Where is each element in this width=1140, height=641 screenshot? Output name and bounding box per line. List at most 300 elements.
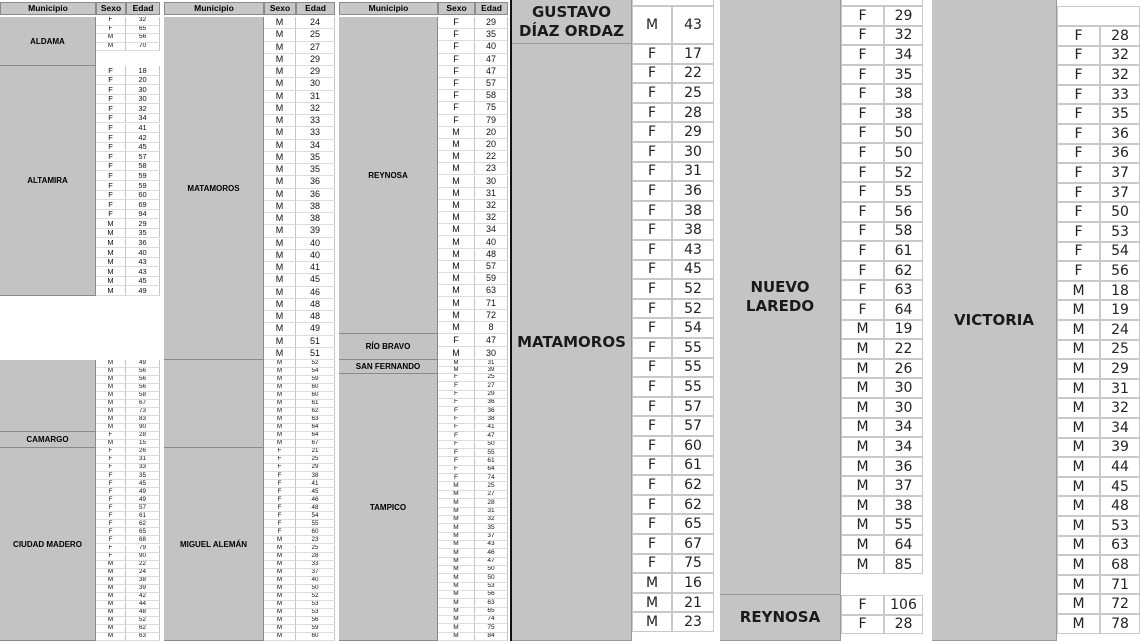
edad-cell: 34 — [475, 224, 508, 236]
sexo-cell: M — [841, 457, 884, 477]
sexo-cell: M — [264, 238, 296, 250]
edad-cell: 49 — [126, 286, 160, 296]
sexo-cell: F — [1057, 183, 1100, 203]
edad-cell: 35 — [296, 164, 335, 176]
municipio-cell: RÍO BRAVO — [339, 334, 438, 360]
edad-cell: 43 — [672, 6, 714, 44]
edad-cell: 50 — [1100, 202, 1140, 222]
sexo-cell: M — [96, 277, 126, 287]
right-scan-panel — [512, 0, 1140, 641]
edad-cell: 43 — [126, 258, 160, 268]
edad-cell: 50 — [884, 124, 923, 144]
sexo-cell: M — [264, 384, 296, 392]
sexo-cell: F — [841, 104, 884, 124]
edad-cell: 51 — [296, 348, 335, 360]
sexo-cell: F — [96, 512, 126, 520]
edad-cell: 33 — [296, 115, 335, 127]
sexo-cell: M — [264, 368, 296, 376]
edad-cell: 90 — [126, 424, 160, 432]
sexo-cell: M — [438, 558, 475, 566]
sexo-cell: F — [632, 181, 672, 201]
edad-cell: 71 — [1100, 575, 1140, 595]
edad-cell: 58 — [475, 90, 508, 102]
edad-cell: 41 — [475, 424, 508, 432]
edad-cell: 25 — [672, 83, 714, 103]
edad-cell: 34 — [126, 114, 160, 124]
edad-cell: 37 — [1100, 163, 1140, 183]
municipio-cell: CAMARGO — [0, 432, 96, 448]
sexo-cell: F — [1057, 261, 1100, 281]
edad-cell: 60 — [296, 392, 335, 400]
sexo-cell: F — [264, 528, 296, 536]
edad-cell: 52 — [126, 617, 160, 625]
edad-cell: 19 — [1100, 300, 1140, 320]
sexo-cell: M — [96, 569, 126, 577]
sexo-cell: M — [438, 549, 475, 557]
sexo-cell: F — [96, 104, 126, 114]
edad-cell: 28 — [475, 499, 508, 507]
edad-cell: 8 — [475, 322, 508, 334]
edad-cell: 34 — [884, 437, 923, 457]
sexo-cell: M — [264, 585, 296, 593]
sexo-cell: M — [438, 273, 475, 285]
sexo-cell: M — [264, 601, 296, 609]
sexo-cell: M — [841, 516, 884, 536]
municipio-cell: ALTAMIRA — [0, 66, 96, 296]
edad-cell: 29 — [884, 6, 923, 26]
edad-cell: 62 — [672, 475, 714, 495]
sexo-cell: M — [264, 440, 296, 448]
sexo-cell: F — [96, 432, 126, 440]
edad-cell: 75 — [475, 102, 508, 114]
sexo-cell: F — [632, 260, 672, 280]
sexo-cell: M — [1057, 379, 1100, 399]
header-edad: Edad — [126, 2, 160, 15]
edad-cell: 33 — [1100, 85, 1140, 105]
edad-cell: 62 — [296, 408, 335, 416]
sexo-cell: M — [438, 176, 475, 188]
sexo-cell: F — [841, 222, 884, 242]
edad-cell: 55 — [672, 338, 714, 358]
sexo-cell: M — [96, 267, 126, 277]
edad-cell: 84 — [475, 633, 508, 641]
edad-cell: 47 — [475, 334, 508, 347]
sexo-cell: M — [264, 115, 296, 127]
sexo-cell: M — [438, 236, 475, 248]
edad-cell: 65 — [475, 608, 508, 616]
edad-cell: 28 — [672, 103, 714, 123]
edad-cell: 50 — [475, 441, 508, 449]
sexo-cell: F — [96, 181, 126, 191]
sexo-cell: F — [1057, 144, 1100, 164]
edad-cell: 50 — [475, 566, 508, 574]
edad-cell: 26 — [884, 359, 923, 379]
sexo-cell: M — [264, 201, 296, 213]
edad-cell: 38 — [884, 496, 923, 516]
sexo-cell: F — [632, 358, 672, 378]
edad-cell: 47 — [475, 66, 508, 78]
sexo-cell: M — [264, 29, 296, 41]
edad-cell: 29 — [475, 391, 508, 399]
edad-cell: 52 — [672, 279, 714, 299]
sexo-cell: M — [841, 555, 884, 575]
edad-cell: 29 — [1100, 359, 1140, 379]
edad-cell: 57 — [126, 504, 160, 512]
edad-cell: 27 — [475, 491, 508, 499]
sexo-cell: M — [438, 583, 475, 591]
sexo-cell: M — [841, 359, 884, 379]
edad-cell: 56 — [126, 34, 160, 43]
sexo-cell: F — [96, 152, 126, 162]
edad-cell: 56 — [1100, 261, 1140, 281]
edad-cell: 27 — [296, 42, 335, 54]
sexo-cell: M — [264, 408, 296, 416]
sexo-cell: F — [96, 496, 126, 504]
edad-cell: 32 — [475, 212, 508, 224]
edad-cell: 31 — [296, 91, 335, 103]
sexo-cell: M — [96, 239, 126, 249]
edad-cell: 34 — [296, 140, 335, 152]
sexo-cell: F — [632, 436, 672, 456]
edad-cell: 63 — [1100, 536, 1140, 556]
header-sexo: Sexo — [264, 2, 296, 15]
edad-cell: 35 — [884, 65, 923, 85]
edad-cell: 35 — [126, 229, 160, 239]
sexo-cell: F — [96, 520, 126, 528]
header-sexo: Sexo — [96, 2, 126, 15]
sexo-cell: M — [264, 213, 296, 225]
sexo-cell: F — [96, 85, 126, 95]
edad-cell: 94 — [126, 210, 160, 220]
edad-cell: 50 — [884, 143, 923, 163]
sexo-cell: M — [438, 566, 475, 574]
edad-cell: 48 — [296, 311, 335, 323]
edad-cell: 40 — [475, 236, 508, 248]
edad-cell: 26 — [126, 448, 160, 456]
sexo-cell: M — [264, 299, 296, 311]
edad-cell: 62 — [672, 495, 714, 515]
edad-cell: 36 — [1100, 144, 1140, 164]
sexo-cell: M — [438, 491, 475, 499]
sexo-cell: F — [1057, 26, 1100, 46]
edad-cell: 64 — [475, 466, 508, 474]
edad-cell: 46 — [475, 549, 508, 557]
sexo-cell: M — [841, 535, 884, 555]
edad-cell: 45 — [1100, 477, 1140, 497]
edad-cell: 36 — [475, 407, 508, 415]
edad-cell: 67 — [126, 400, 160, 408]
sexo-cell: F — [632, 299, 672, 319]
sexo-cell: M — [1057, 438, 1100, 458]
edad-cell: 30 — [475, 176, 508, 188]
edad-cell: 69 — [126, 200, 160, 210]
edad-cell: 59 — [296, 625, 335, 633]
edad-cell: 64 — [296, 424, 335, 432]
edad-cell: 72 — [1100, 594, 1140, 614]
edad-cell: 27 — [475, 382, 508, 390]
edad-cell: 29 — [672, 122, 714, 142]
edad-cell: 20 — [475, 127, 508, 139]
sexo-cell: F — [632, 220, 672, 240]
sexo-cell: F — [438, 382, 475, 390]
sexo-cell: M — [438, 151, 475, 163]
sexo-cell: F — [96, 114, 126, 124]
sexo-cell: F — [841, 65, 884, 85]
edad-cell: 38 — [296, 472, 335, 480]
sexo-cell: M — [96, 392, 126, 400]
edad-cell: 36 — [296, 176, 335, 188]
edad-cell: 29 — [296, 464, 335, 472]
edad-cell: 58 — [884, 222, 923, 242]
sexo-cell: M — [96, 258, 126, 268]
edad-cell: 38 — [672, 201, 714, 221]
edad-cell: 35 — [1100, 104, 1140, 124]
edad-cell: 74 — [475, 616, 508, 624]
edad-cell: 30 — [672, 142, 714, 162]
edad-cell: 53 — [475, 583, 508, 591]
municipio-cell — [0, 360, 96, 432]
sexo-cell: M — [632, 612, 672, 632]
edad-cell: 46 — [296, 287, 335, 299]
sexo-cell: F — [264, 512, 296, 520]
edad-cell: 30 — [475, 347, 508, 360]
edad-cell: 67 — [296, 440, 335, 448]
municipio-cell: NUEVO LAREDO — [720, 0, 841, 595]
edad-cell: 57 — [475, 261, 508, 273]
sexo-cell: M — [96, 400, 126, 408]
sexo-cell: M — [96, 248, 126, 258]
header-municipio: Municipio — [0, 2, 96, 15]
edad-cell: 75 — [672, 554, 714, 574]
edad-cell: 43 — [672, 240, 714, 260]
sexo-cell: F — [96, 553, 126, 561]
edad-cell: 53 — [1100, 516, 1140, 536]
sexo-cell: F — [841, 124, 884, 144]
sexo-cell: F — [1057, 202, 1100, 222]
sexo-cell: M — [632, 593, 672, 613]
sexo-cell: M — [438, 541, 475, 549]
sexo-cell: F — [1057, 65, 1100, 85]
edad-cell: 85 — [884, 555, 923, 575]
edad-cell: 32 — [475, 516, 508, 524]
edad-cell: 68 — [1100, 555, 1140, 575]
edad-cell: 29 — [296, 66, 335, 78]
edad-cell: 28 — [126, 432, 160, 440]
edad-cell: 34 — [1100, 418, 1140, 438]
edad-cell: 74 — [475, 474, 508, 482]
sexo-cell: M — [264, 78, 296, 90]
edad-cell: 31 — [1100, 379, 1140, 399]
sexo-cell: F — [632, 64, 672, 84]
sexo-cell: M — [264, 103, 296, 115]
sexo-cell: F — [1057, 46, 1100, 66]
sexo-cell: M — [1057, 300, 1100, 320]
edad-cell: 45 — [296, 488, 335, 496]
sexo-cell: F — [632, 554, 672, 574]
sexo-cell: F — [264, 496, 296, 504]
edad-cell: 45 — [672, 260, 714, 280]
edad-cell: 45 — [126, 143, 160, 153]
sexo-cell: F — [632, 279, 672, 299]
edad-cell: 35 — [475, 29, 508, 41]
sexo-cell: M — [264, 424, 296, 432]
sexo-cell: F — [438, 41, 475, 53]
edad-cell: 61 — [884, 241, 923, 261]
edad-cell: 61 — [672, 456, 714, 476]
edad-cell: 57 — [672, 397, 714, 417]
edad-cell: 48 — [475, 249, 508, 261]
sexo-cell: M — [438, 224, 475, 236]
sexo-cell: F — [264, 480, 296, 488]
edad-cell: 79 — [475, 115, 508, 127]
sexo-cell: M — [841, 496, 884, 516]
sexo-cell: M — [264, 311, 296, 323]
sexo-cell: F — [1057, 163, 1100, 183]
edad-cell: 21 — [672, 593, 714, 613]
sexo-cell: M — [264, 577, 296, 585]
sexo-cell: F — [96, 528, 126, 536]
edad-cell: 40 — [296, 238, 335, 250]
edad-cell: 64 — [884, 535, 923, 555]
edad-cell: 39 — [296, 225, 335, 237]
sexo-cell: F — [96, 456, 126, 464]
sexo-cell: F — [438, 90, 475, 102]
municipio-cell — [164, 360, 264, 448]
sexo-cell: M — [841, 378, 884, 398]
edad-cell: 22 — [884, 339, 923, 359]
edad-cell: 39 — [1100, 438, 1140, 458]
sexo-cell: F — [841, 45, 884, 65]
edad-cell: 63 — [884, 280, 923, 300]
sexo-cell: M — [1057, 477, 1100, 497]
sexo-cell: M — [264, 545, 296, 553]
sexo-cell: M — [438, 599, 475, 607]
edad-cell: 28 — [296, 553, 335, 561]
sexo-cell: M — [1057, 516, 1100, 536]
sexo-cell: M — [264, 91, 296, 103]
sexo-cell: M — [264, 17, 296, 29]
sexo-cell: F — [841, 84, 884, 104]
edad-cell: 79 — [126, 545, 160, 553]
edad-cell: 40 — [475, 41, 508, 53]
edad-cell: 25 — [475, 482, 508, 490]
sexo-cell: F — [841, 241, 884, 261]
sexo-cell: F — [632, 377, 672, 397]
edad-cell: 56 — [296, 617, 335, 625]
edad-cell: 22 — [475, 151, 508, 163]
edad-cell: 106 — [884, 595, 923, 615]
edad-cell: 18 — [126, 66, 160, 76]
sexo-cell: M — [1057, 496, 1100, 516]
sexo-cell: M — [438, 633, 475, 641]
sexo-cell: M — [438, 212, 475, 224]
edad-cell: 38 — [884, 84, 923, 104]
edad-cell: 48 — [296, 504, 335, 512]
edad-cell: 25 — [1100, 340, 1140, 360]
edad-cell: 64 — [884, 300, 923, 320]
sexo-cell: F — [96, 504, 126, 512]
edad-cell: 56 — [884, 202, 923, 222]
edad-cell: 31 — [672, 162, 714, 182]
sexo-cell: F — [96, 133, 126, 143]
sexo-cell: F — [96, 480, 126, 488]
municipio-cell: TAMPICO — [339, 374, 438, 641]
edad-cell: 54 — [672, 318, 714, 338]
edad-cell: 45 — [296, 274, 335, 286]
sexo-cell: M — [96, 561, 126, 569]
sexo-cell: M — [96, 440, 126, 448]
sexo-cell: M — [264, 593, 296, 601]
edad-cell: 55 — [884, 516, 923, 536]
edad-cell: 28 — [1100, 26, 1140, 46]
municipio-cell: ALDAMA — [0, 17, 96, 66]
sexo-cell: F — [438, 17, 475, 29]
edad-cell: 52 — [296, 360, 335, 368]
sexo-cell: F — [264, 456, 296, 464]
sexo-cell: M — [438, 624, 475, 632]
edad-cell: 41 — [126, 124, 160, 134]
sexo-cell: F — [1057, 242, 1100, 262]
sexo-cell: M — [841, 398, 884, 418]
edad-cell: 29 — [296, 54, 335, 66]
edad-cell: 23 — [296, 536, 335, 544]
edad-cell: 43 — [475, 541, 508, 549]
sexo-cell: F — [632, 475, 672, 495]
edad-cell: 30 — [884, 378, 923, 398]
sexo-cell: F — [841, 261, 884, 281]
sexo-cell: F — [438, 407, 475, 415]
edad-cell: 32 — [296, 103, 335, 115]
sexo-cell: M — [96, 384, 126, 392]
sexo-cell: F — [841, 163, 884, 183]
sexo-cell: F — [632, 416, 672, 436]
edad-cell: 36 — [1100, 124, 1140, 144]
edad-cell: 90 — [126, 553, 160, 561]
sexo-cell: M — [264, 176, 296, 188]
sexo-cell: M — [264, 274, 296, 286]
sexo-cell: M — [1057, 281, 1100, 301]
sexo-cell: M — [96, 376, 126, 384]
sexo-cell: F — [632, 397, 672, 417]
edad-cell: 32 — [475, 200, 508, 212]
sexo-cell: M — [1057, 614, 1100, 634]
sexo-cell: F — [96, 95, 126, 105]
municipio-cell: MIGUEL ALEMÁN — [164, 448, 264, 641]
sexo-cell: F — [264, 488, 296, 496]
edad-cell: 58 — [126, 162, 160, 172]
sexo-cell: F — [632, 456, 672, 476]
sexo-cell: M — [264, 553, 296, 561]
sexo-cell: F — [264, 472, 296, 480]
sexo-cell: F — [841, 615, 884, 635]
edad-cell: 36 — [126, 239, 160, 249]
edad-cell: 38 — [884, 104, 923, 124]
sexo-cell: M — [438, 524, 475, 532]
edad-cell: 40 — [296, 577, 335, 585]
municipio-cell: REYNOSA — [720, 595, 841, 641]
edad-cell: 52 — [884, 163, 923, 183]
cropped-row — [1057, 6, 1140, 26]
sexo-cell: F — [96, 464, 126, 472]
sexo-cell: M — [438, 285, 475, 297]
edad-cell: 41 — [296, 262, 335, 274]
edad-cell: 59 — [126, 171, 160, 181]
sexo-cell: F — [1057, 85, 1100, 105]
edad-cell: 39 — [475, 367, 508, 374]
sexo-cell: F — [632, 514, 672, 534]
edad-cell: 57 — [126, 152, 160, 162]
sexo-cell: M — [264, 536, 296, 544]
